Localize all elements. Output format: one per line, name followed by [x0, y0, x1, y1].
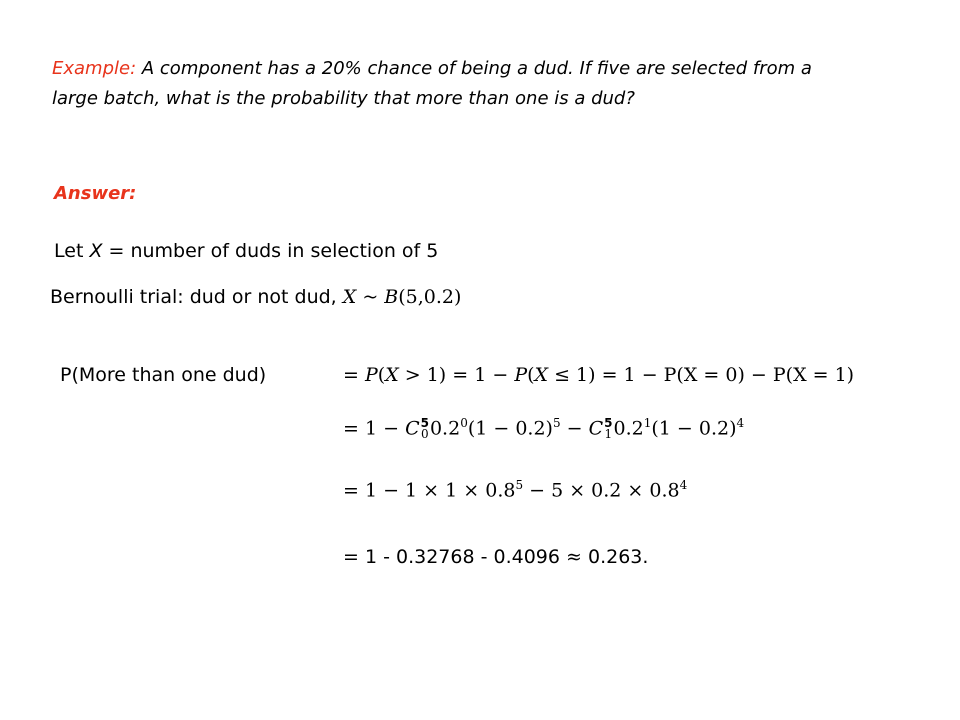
- example-question-line-1: A component has a 20% chance of being a dud. If five are selected from a: [136, 58, 812, 79]
- bernoulli-B: B: [384, 286, 399, 308]
- step1-mid1: > 1) = 1 −: [398, 364, 515, 386]
- step2-b-exp: 0: [460, 416, 468, 430]
- step1-P2: P: [514, 364, 528, 386]
- step1-P1: P: [364, 364, 378, 386]
- step-1: [343, 364, 854, 386]
- example-label: Example:: [52, 58, 137, 79]
- step3-equals: =: [343, 479, 365, 502]
- example-line-1: [52, 58, 812, 79]
- step2-minus: −: [560, 417, 589, 440]
- bernoulli-text: Bernoulli trial: dud or not dud,: [50, 286, 343, 308]
- bernoulli-params: (5,0.2): [398, 286, 462, 308]
- probability-label: P(More than one dud): [60, 364, 267, 386]
- step-3: [343, 478, 687, 501]
- step2-C1: C: [405, 417, 420, 440]
- step3-b: − 5 × 0.2 × 0.8: [523, 479, 680, 502]
- step3-a-exp: 5: [515, 478, 524, 492]
- step3-a: 1 − 1 × 1 × 0.8: [364, 479, 516, 502]
- step2-f: (1 − 0.2): [651, 417, 737, 440]
- step2-C1-indices: [420, 415, 429, 441]
- step2-e: 0.2: [613, 417, 644, 440]
- step2-C2-sub: 1: [604, 426, 613, 441]
- step-4: [343, 546, 648, 568]
- step2-e-exp: 1: [643, 416, 652, 430]
- let-statement: [54, 240, 438, 262]
- step2-c: (1 − 0.2): [467, 417, 553, 440]
- step1-paren2: (: [527, 364, 535, 386]
- step1-X2: X: [534, 364, 549, 386]
- step2-c-exp: 5: [552, 416, 561, 430]
- let-variable: X: [89, 240, 103, 262]
- step2-equals: =: [343, 417, 365, 440]
- step2-C1-sub: 0: [420, 426, 429, 441]
- step1-paren1: (: [377, 364, 386, 386]
- step4-b: 0.263.: [581, 546, 649, 568]
- step-2: [343, 416, 744, 440]
- step2-C2-sup: 5: [604, 415, 613, 430]
- step2-b: 0.2: [429, 417, 461, 440]
- step1-X1: X: [385, 364, 399, 386]
- step1-tail: ≤ 1) = 1 − P(X = 0) − P(X = 1): [548, 364, 855, 386]
- step1-equals: =: [343, 364, 365, 386]
- step4-a: = 1 - 0.32768 - 0.4096: [343, 546, 567, 568]
- step2-one-minus: 1 −: [364, 417, 406, 440]
- step3-b-exp: 4: [679, 478, 688, 492]
- example-line-2: [52, 88, 635, 109]
- bernoulli-variable: X: [342, 286, 357, 308]
- bernoulli-tilde: ~: [356, 286, 385, 308]
- let-suffix: = number of duds in selection of 5: [102, 240, 439, 262]
- bernoulli-statement: [50, 286, 461, 308]
- step2-C1-sup: 5: [420, 415, 429, 430]
- example-question-line-2: large batch, what is the probability that more than one is a dud?: [52, 88, 635, 109]
- step4-approx: ≈: [566, 546, 582, 568]
- step2-C2: C: [588, 417, 604, 440]
- step2-C2-indices: [604, 415, 613, 441]
- let-prefix: Let: [54, 240, 90, 262]
- answer-label: Answer:: [54, 183, 137, 204]
- step2-f-exp: 4: [736, 416, 745, 430]
